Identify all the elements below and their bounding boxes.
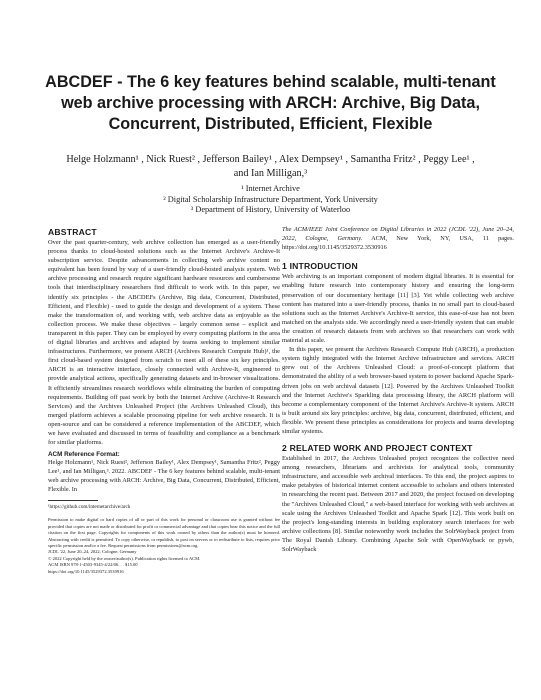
- related-work-heading: 2 RELATED WORK AND PROJECT CONTEXT: [282, 443, 473, 454]
- reference-format-continued: [282, 226, 514, 252]
- paper-title: ABCDEF - The 6 key features behind scalable, multi-tenant web archive processing with ARCH: Archive, Big Data, Concurrent, Distributed, Efficient, Flexible: [45, 73, 496, 133]
- introduction-heading: 1 INTRODUCTION: [282, 261, 358, 272]
- permission-text: Permission to make digital or hard copies of all or part of this work for personal or classroom use is granted without fee provided that copies are not made or distributed for profit or commercial advantage and that copies bear this notice and the full citation on the first page. Copyrights for components of this work owned by others than the author(s) must be honored. Abstracting with credit is permitted. To copy otherwise, or republish, to post on servers or to redistribute to lists, requires prior specific permission and/or a fee. Request permissions from permissions@acm.org.: [48, 517, 280, 548]
- introduction-paragraph: In this paper, we present the Archives Research Compute Hub (ARCH), a production system tightly integrated with the Internet Archive infrastructure and services. ARCH grew out of the Archives Unleashed Cloud: a proof-of-concept platform that demonstrated the ability of a web browser-based system to power backend Apache Spark-driven jobs on web archival datasets [12]. Powered by the Archives Unleashed Toolkit and the Internet Archive's Sparkling data processing library, the ARCH platform will become a complementary component of the Internet Archive's Archive-It system. ARCH is built around six key principles: archive, big data, concurrent, distributed, efficient, and flexible. We present these principles as considerations for projects and teams developing similar systems.: [282, 346, 514, 435]
- introduction-paragraph: Web archiving is an important component of modern digital libraries. It is essential for enabling future research into contemporary history and ensuring the long-term preservation of our documentary heritage [11] [3]. Yet while collecting web archive content has matured into a user-friendly process, thanks in no small part to cloud-based solutions such as the Internet Archive's Archive-It service, this ease-of-use has not been matched on the analysis side. We accordingly need a user-friendly system that can enable the creation of research datasets from web archives so that researchers can work with material at scale.: [282, 273, 514, 345]
- abstract-text: Over the past quarter-century, web archive collection has emerged as a user-friendly process thanks to cloud-hosted solutions such as the Internet Archive's Archive-It subscription service. Despite advancements in collecting web archive content no equivalent has been found by way of a user-friendly cloud-hosted analysis system. Web archive processing and research require significant hardware resources and cumbersome tools that interdisciplinary researchers find difficult to work with. In this paper, we identify six principles - the ABCDEFs (Archive, Big data, Concurrent, Distributed, Efficient, and Flexible) - used to guide the design and development of a system. These make the transformation of, and working with, web archive data as enjoyable as the collection process. We make these objectives – largely common sense – explicit and transparent in this paper. They can be employed by every computing platform in the area of digital libraries and archives and adapted by teams seeking to implement similar infrastructures. Furthermore, we present ARCH (Archives Research Compute Hub)¹, the first cloud-based system designed from scratch to meet all of these six key principles. ARCH is an interactive interface, closely connected with Archive-It, engineered to provide analytical actions, specifically generating datasets and in-browser visualizations. It efficiently streamlines research workflows while eliminating the burden of computing requirements. Building off past work by both the Internet Archive (Archive-It Research Services) and the Archives Unleashed Project (the Archives Unleashed Cloud), this merged platform achieves a scalable processing pipeline for web archive research. It is open-source and can be considered a reference implementation of the ABCDEF, which we have evaluated and discussed in terms of feasibility and compliance as a benchmark for similar platforms.: [48, 239, 280, 447]
- footnote: ¹https://github.com/internetarchive/arch: [48, 504, 131, 511]
- permission-doi: https://doi.org/10.1145/3529372.3530916: [48, 568, 124, 574]
- permission-venue: JCDL '22, June 20–24, 2022, Cologne, Germany: [48, 549, 137, 555]
- affiliation: ² Digital Scholarship Infrastructure Department, York University: [163, 194, 378, 204]
- left-column: [48, 226, 280, 575]
- affiliation: ¹ Internet Archive: [241, 184, 300, 193]
- reference-format-text: [48, 459, 280, 494]
- affiliation-list: [40, 184, 501, 216]
- reference-format-venue: The ACM/IEEE Joint Conference on Digital Libraries in 2022 (JCDL '22), June 20–24, 2022, Cologne, Germany.: [282, 226, 514, 242]
- author-line: Helge Holzmann¹ , Nick Ruest² , Jefferson Bailey¹ , Alex Dempsey¹ , Samantha Fritz² , Peggy Lee¹ ,: [66, 154, 475, 165]
- author-list: [40, 153, 501, 181]
- reference-format-heading: ACM Reference Format:: [48, 451, 120, 459]
- footnote-divider: [48, 500, 98, 501]
- permission-notice: [48, 517, 280, 575]
- author-line: and Ian Milligan,³: [233, 168, 308, 179]
- permission-isbn: ACM ISBN 978-1-4503-9345-4/22/06. . . $15.00: [48, 562, 138, 568]
- right-column: [282, 226, 514, 554]
- reference-format-authors: Helge Holzmann¹, Nick Ruest², Jefferson Bailey¹, Alex Dempsey¹, Samantha Fritz², Peggy Lee¹, and Ian Milligan,³. 2022. ABCDEF - The 6 key features behind scalable, multi-tenant web archive processing with ARCH: Archive, Big Data, Concurrent, Distributed, Efficient, Flexible. In: [48, 459, 280, 493]
- related-work-paragraph: Established in 2017, the Archives Unleashed project recognizes the collective need among researchers, librarians and archivists for analytical tools, community infrastructure, and accessible web archival interfaces. To this end, the project aspires to make petabytes of historical internet content accessible to scholars and others interested in researching the recent past. Between 2017 and 2020, the project focused on developing the "Archives Unleashed Cloud," a web-based interface for working with web archives at scale using the Archives Unleashed Toolkit and Apache Spark [12]. This work built on the project's long-standing interests in building exploratory search interfaces for web archive collections [8]. Similar noteworthy work includes the SolrWayback project from The Royal Danish Library. Combining Apache Solr with OpenWayback or pywb, SolrWayback: [282, 455, 514, 554]
- reference-format-tail: ACM, New York, NY, USA, 11 pages. https://doi.org/10.1145/3529372.3530916: [282, 234, 514, 251]
- affiliation: ³ Department of History, University of Waterloo: [190, 205, 351, 214]
- abstract-heading: ABSTRACT: [48, 227, 97, 237]
- permission-copyright: © 2022 Copyright held by the owner/author(s). Publication rights licensed to ACM.: [48, 555, 201, 561]
